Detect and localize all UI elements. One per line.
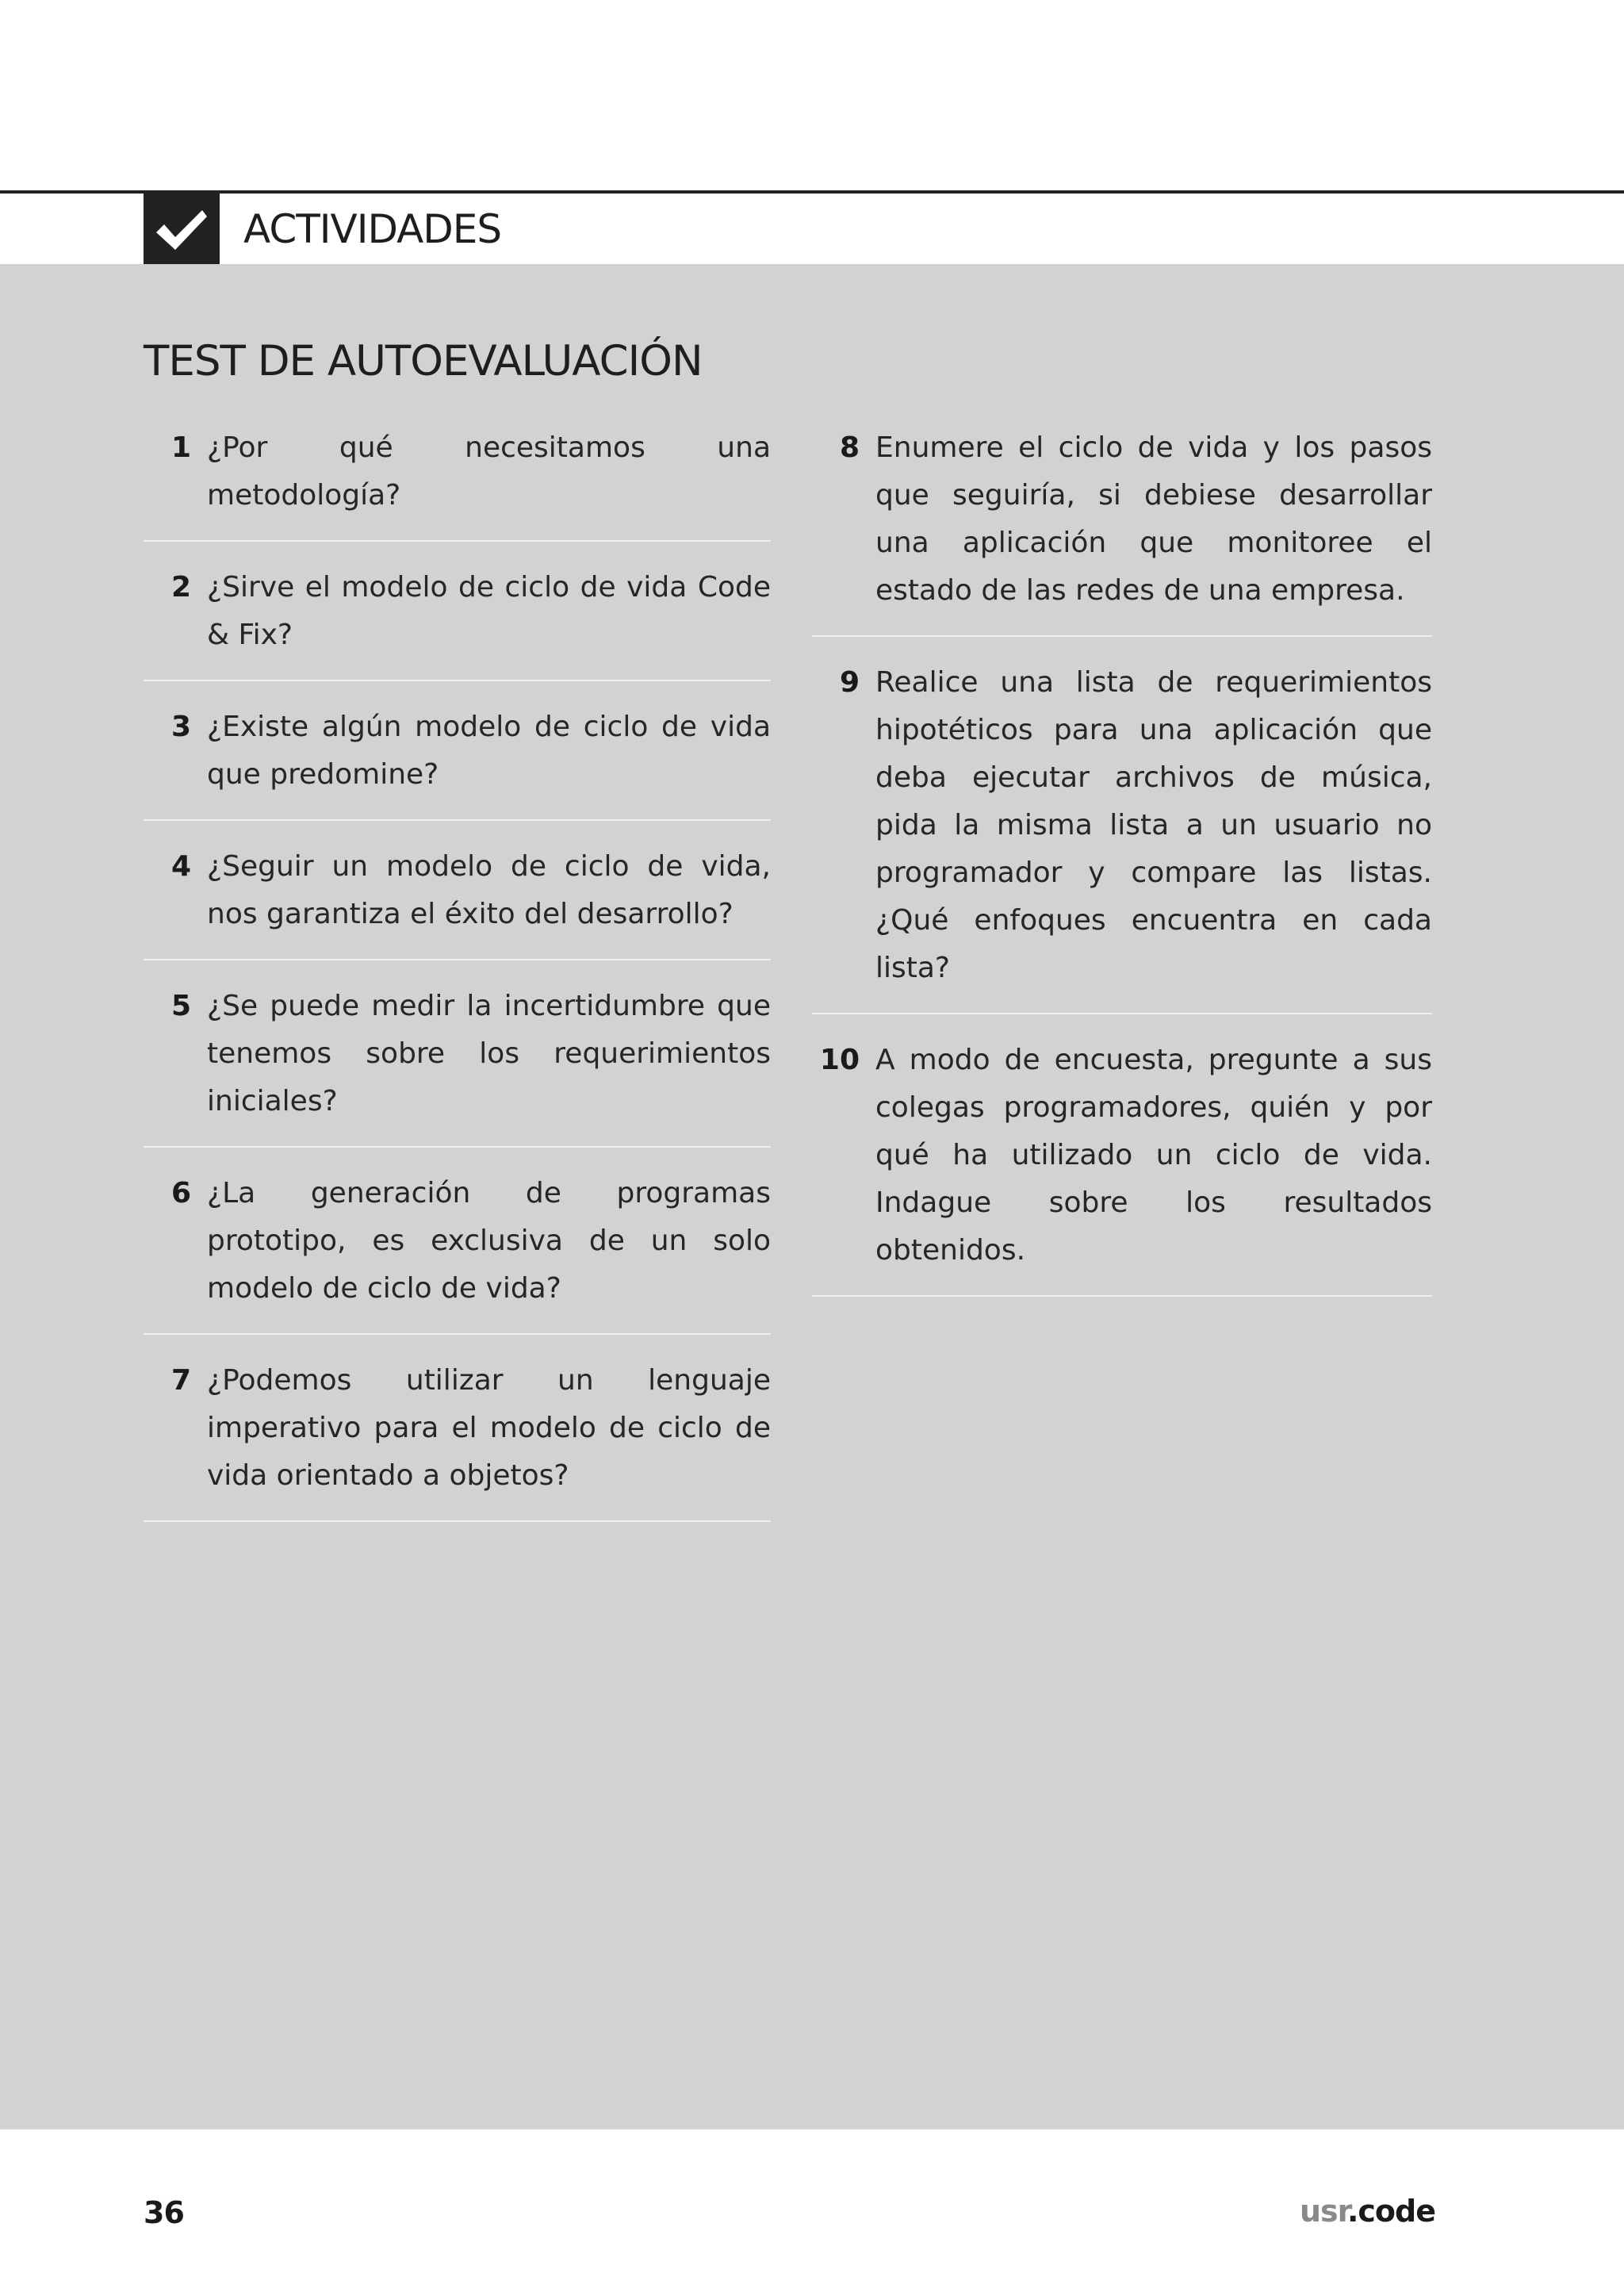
question-number: 3: [170, 711, 191, 743]
question-number: 10: [819, 1044, 860, 1076]
question-number: 8: [839, 431, 860, 464]
brand-part-usr: usr: [1299, 2194, 1347, 2229]
question-text: ¿Sirve el modelo de ciclo de vida Code & Fix?: [207, 571, 771, 651]
question-text: ¿Podemos utilizar un lenguaje imperativo para el modelo de ciclo de vida orientado a objetos?: [207, 1364, 771, 1492]
questions-column-left: [144, 424, 771, 1522]
question-text: Realice una lista de requerimientos hipotéticos para una aplicación que deba ejecutar archivos de música, pida la misma lista a un usuario no programador y compare las listas. ¿Qué enfoques encuentra en cada lista?: [875, 666, 1432, 984]
question-number: 5: [170, 990, 191, 1022]
page-number: 36: [144, 2195, 184, 2230]
question-number: 7: [170, 1364, 191, 1397]
questions-column-right: [812, 424, 1432, 1297]
question-item: [144, 681, 771, 821]
brand-part-code: .code: [1346, 2194, 1435, 2229]
question-item: [144, 821, 771, 960]
checkmark-icon: [153, 205, 210, 253]
checkmark-badge: [144, 194, 220, 264]
question-text: ¿Se puede medir la incertidumbre que tenemos sobre los requerimientos iniciales?: [207, 990, 771, 1117]
question-item: [144, 1335, 771, 1522]
question-text: A modo de encuesta, pregunte a sus colegas programadores, quién y por qué ha utilizado un ciclo de vida. Indague sobre los resultados obtenidos.: [875, 1044, 1432, 1267]
question-item: [812, 424, 1432, 637]
question-number: 9: [839, 666, 860, 699]
brand-logo: [1300, 2194, 1435, 2229]
question-number: 1: [170, 431, 191, 464]
question-item: [812, 637, 1432, 1014]
question-text: Enumere el ciclo de vida y los pasos que seguiría, si debiese desarrollar una aplicación que monitoree el estado de las redes de una empresa.: [875, 431, 1432, 607]
question-item: [812, 1014, 1432, 1297]
question-number: 4: [170, 850, 191, 883]
question-item: [144, 424, 771, 542]
question-text: ¿Existe algún modelo de ciclo de vida que predomine?: [207, 711, 771, 791]
question-text: ¿Por qué necesitamos una metodología?: [207, 431, 771, 512]
section-title: TEST DE AUTOEVALUACIÓN: [144, 337, 703, 385]
question-item: [144, 960, 771, 1148]
section-header: [144, 194, 501, 264]
question-number: 6: [170, 1177, 191, 1209]
question-text: ¿La generación de programas prototipo, es exclusiva de un solo modelo de ciclo de vida?: [207, 1177, 771, 1305]
question-number: 2: [170, 571, 191, 604]
question-item: [144, 1148, 771, 1335]
header-title: ACTIVIDADES: [243, 205, 502, 252]
question-text: ¿Seguir un modelo de ciclo de vida, nos garantiza el éxito del desarrollo?: [207, 850, 771, 930]
question-item: [144, 542, 771, 681]
